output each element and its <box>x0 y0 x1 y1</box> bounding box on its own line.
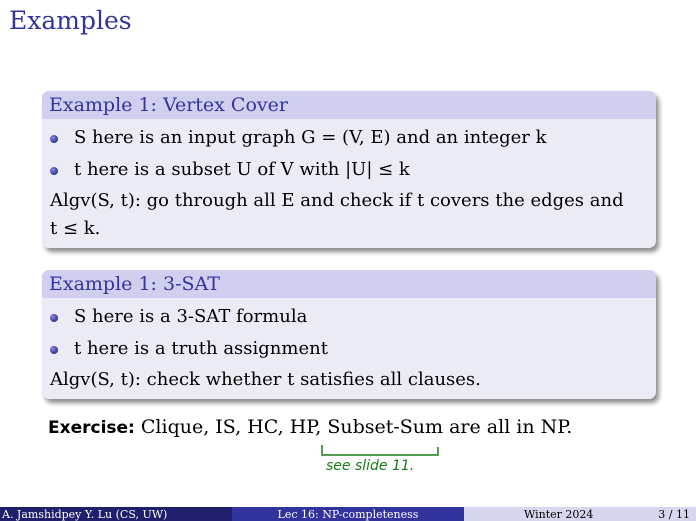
list-item <box>50 301 646 333</box>
block-body <box>42 119 656 248</box>
item-text: S here is a 3-SAT formula <box>74 306 308 327</box>
block-body <box>42 298 656 399</box>
bullet-icon <box>50 135 58 143</box>
algorithm-line: t ≤ k. <box>50 218 101 239</box>
exercise-line <box>48 416 572 438</box>
footer-bar <box>0 507 696 521</box>
frame-title: Examples <box>9 6 132 35</box>
list-item <box>50 333 646 365</box>
footer-authors: A. Jamshidpey Y. Lu (CS, UW) <box>0 507 232 521</box>
bullet-icon <box>50 314 58 322</box>
footer-right <box>464 507 696 521</box>
item-text: t here is a subset U of V with |U| ≤ k <box>74 159 410 180</box>
footer-lecture: Lec 16: NP-completeness <box>232 507 464 521</box>
bullet-icon <box>50 167 58 175</box>
handwritten-note-text: see slide 11. <box>326 458 415 474</box>
exercise-text: Clique, IS, HC, HP, Subset-Sum are all in NP. <box>140 416 573 438</box>
footer-term: Winter 2024 <box>524 507 594 521</box>
handwritten-note <box>318 443 448 483</box>
block-title: Example 1: Vertex Cover <box>42 91 656 119</box>
block-title: Example 1: 3-SAT <box>42 270 656 298</box>
list-item <box>50 154 646 186</box>
exercise-label: Exercise: <box>48 418 135 438</box>
list-item <box>50 122 646 154</box>
bullet-icon <box>50 346 58 354</box>
footer-page: 3 / 11 <box>658 507 690 521</box>
example-block-3sat <box>42 270 656 399</box>
algorithm-line: Algv(S, t): go through all E and check if t covers the edges and <box>50 190 624 211</box>
item-text: S here is an input graph G = (V, E) and an integer k <box>74 127 547 148</box>
algorithm-line: Algv(S, t): check whether t satisfies all clauses. <box>50 369 481 390</box>
item-text: t here is a truth assignment <box>74 338 328 359</box>
example-block-vertex-cover <box>42 91 656 248</box>
